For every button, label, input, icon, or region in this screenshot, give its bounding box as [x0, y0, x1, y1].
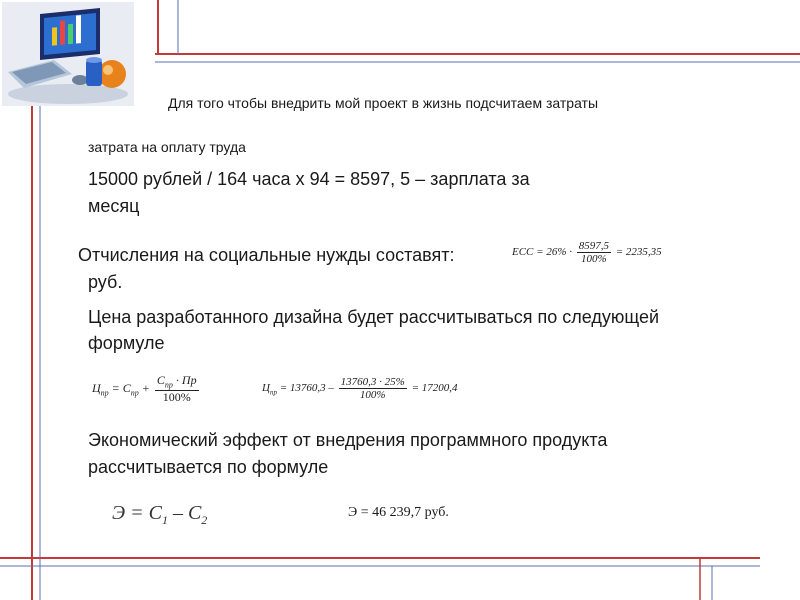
- effect-formula: [112, 502, 207, 528]
- social-formula-numerator: 8597,5: [578, 240, 609, 252]
- effect-text-line2: рассчитывается по формуле: [88, 457, 329, 477]
- price-calc-rhs: = 17200,4: [411, 382, 458, 395]
- social-deductions-text: Отчисления на социальные нужды составят:: [78, 245, 455, 265]
- social-formula-lhs: ЕСС = 26% ·: [512, 246, 572, 259]
- price-calculation: [262, 376, 458, 401]
- effect-formula-sub2: 2: [201, 513, 208, 527]
- price-calc-part1: = 13760,3 –: [279, 382, 334, 395]
- labor-cost-label: затрата на оплату труда: [88, 139, 246, 155]
- price-formula-eq: = С: [111, 380, 131, 395]
- effect-result: Э = 46 239,7 руб.: [348, 505, 449, 520]
- page-heading: Для того чтобы внедрить мой проект в жизнь подсчитаем затраты: [168, 95, 599, 111]
- salary-calculation-line1: 15000 рублей / 164 часа х 94 = 8597, 5 – зарплата за: [88, 169, 530, 189]
- effect-formula-minus: – С: [167, 502, 202, 524]
- price-calc-numerator: 13760,3 · 25%: [340, 376, 405, 388]
- effect-formula-e: Э = С: [112, 502, 162, 524]
- price-formula-num-sub: пр: [164, 380, 173, 390]
- price-formula-denominator: 100%: [162, 390, 191, 405]
- price-formula-fraction: [155, 374, 199, 404]
- price-calc-lhs: Ц: [262, 382, 270, 395]
- computer-clipart-icon: [2, 2, 134, 106]
- social-formula-fraction: [577, 240, 611, 265]
- price-text-line1: Цена разработанного дизайна будет рассчитываться по следующей: [88, 307, 660, 327]
- social-formula-denominator: 100%: [581, 253, 607, 266]
- salary-calculation-line2: месяц: [88, 196, 140, 216]
- price-calc-denominator: 100%: [359, 389, 386, 402]
- social-deductions-formula: [512, 240, 662, 265]
- price-formula-num-rest: · Пр: [175, 373, 197, 387]
- effect-formula-sub1: 1: [161, 513, 168, 527]
- price-formula-lhs: Ц: [92, 380, 101, 395]
- price-formula: [92, 374, 201, 404]
- price-formula-eq-sub: пр: [130, 388, 139, 398]
- price-formula-plus: +: [141, 380, 150, 395]
- price-calc-lhs-sub: пр: [269, 388, 277, 397]
- price-calc-fraction: [339, 376, 407, 401]
- social-unit: руб.: [88, 272, 123, 292]
- social-formula-rhs: = 2235,35: [615, 246, 662, 259]
- price-text-line2: формуле: [88, 333, 165, 353]
- price-formula-num-c: С: [156, 373, 165, 387]
- price-formula-numerator: [155, 374, 199, 391]
- effect-text-line1: Экономический эффект от внедрения программного продукта: [88, 430, 608, 450]
- price-formula-lhs-sub: пр: [100, 388, 109, 398]
